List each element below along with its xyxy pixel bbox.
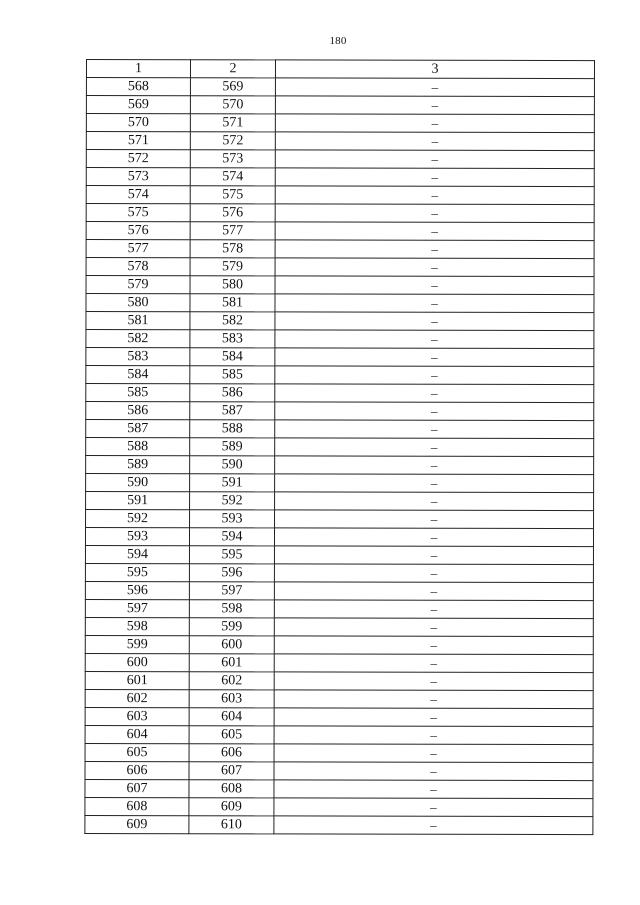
table-cell-col-2: 579	[190, 258, 275, 276]
table-row	[86, 420, 594, 439]
table-cell-col-1: 590	[86, 474, 190, 492]
table-cell-col-2: 594	[189, 528, 274, 546]
table-cell-col-2: 580	[190, 276, 275, 294]
table-cell-col-1: 592	[86, 510, 190, 528]
table-row	[86, 456, 594, 475]
table-cell-col-1: 583	[86, 348, 190, 366]
table-cell-col-1: 584	[86, 366, 190, 384]
table-cell-col-3: –	[275, 348, 594, 367]
table-cell-col-3: –	[274, 798, 593, 817]
table-cell-col-3: –	[274, 582, 593, 601]
table-row	[85, 707, 593, 726]
table-cell-col-2: 603	[189, 690, 274, 708]
table-cell-col-1: 604	[85, 725, 189, 743]
table-cell-col-2: 598	[189, 600, 274, 618]
table-cell-col-2: 581	[190, 294, 275, 312]
table-row	[86, 168, 594, 187]
table-cell-col-2: 602	[189, 672, 274, 690]
table-cell-col-1: 588	[86, 438, 190, 456]
table-row	[86, 384, 594, 403]
column-header-2: 2	[190, 60, 275, 78]
table-row	[86, 330, 594, 349]
table-cell-col-1: 600	[85, 653, 189, 671]
table-cell-col-1: 603	[85, 707, 189, 725]
table-cell-col-2: 590	[190, 456, 275, 474]
table-cell-col-2: 584	[190, 348, 275, 366]
table-cell-col-2: 608	[189, 780, 274, 798]
table-cell-col-3: –	[275, 312, 594, 331]
table-cell-col-2: 583	[190, 330, 275, 348]
table-cell-col-3: –	[275, 168, 594, 187]
table-cell-col-1: 568	[86, 78, 190, 96]
table-row	[85, 528, 593, 547]
table-row	[86, 402, 594, 421]
table-body	[85, 78, 595, 835]
table-cell-col-1: 581	[86, 312, 190, 330]
table-cell-col-2: 577	[190, 222, 275, 240]
table-cell-col-1: 591	[86, 492, 190, 510]
table-cell-col-2: 570	[190, 96, 275, 114]
table-cell-col-3: –	[274, 564, 593, 583]
table-cell-col-3: –	[275, 276, 594, 295]
table-row	[85, 599, 593, 618]
table-cell-col-1: 574	[86, 186, 190, 204]
table-cell-col-3: –	[275, 240, 594, 259]
table-cell-col-2: 606	[189, 744, 274, 762]
table-row	[86, 96, 594, 115]
table-cell-col-3: –	[275, 150, 594, 169]
table-cell-col-2: 589	[190, 438, 275, 456]
table-cell-col-3: –	[274, 654, 593, 673]
table-cell-col-3: –	[275, 204, 594, 223]
table-cell-col-1: 593	[85, 528, 189, 546]
table-row	[85, 617, 593, 636]
table-row	[85, 761, 593, 780]
table-row	[86, 258, 594, 277]
table-row	[86, 132, 594, 151]
table-cell-col-1: 601	[85, 671, 189, 689]
table-row	[85, 779, 593, 798]
table-row	[86, 150, 594, 169]
column-header-3: 3	[275, 60, 594, 79]
table-cell-col-2: 610	[189, 816, 274, 834]
table-cell-col-2: 575	[190, 186, 275, 204]
table-cell-col-2: 593	[190, 510, 275, 528]
table-cell-col-2: 578	[190, 240, 275, 258]
table-cell-col-2: 585	[190, 366, 275, 384]
table-cell-col-3: –	[275, 438, 594, 457]
table-cell-col-2: 609	[189, 798, 274, 816]
table-cell-col-3: –	[274, 528, 593, 547]
table-cell-col-2: 572	[190, 132, 275, 150]
table-cell-col-3: –	[275, 114, 594, 133]
table-cell-col-1: 609	[85, 815, 189, 833]
table-row	[86, 510, 594, 529]
table-row	[85, 635, 593, 654]
table-row	[85, 797, 593, 816]
table-cell-col-1: 578	[86, 258, 190, 276]
table-row	[86, 222, 594, 241]
table-cell-col-3: –	[274, 816, 593, 835]
table-cell-col-1: 585	[86, 384, 190, 402]
table-cell-col-2: 569	[190, 78, 275, 96]
table-cell-col-3: –	[275, 492, 594, 511]
table-cell-col-2: 573	[190, 150, 275, 168]
table-cell-col-3: –	[275, 294, 594, 313]
table-cell-col-1: 573	[86, 168, 190, 186]
column-header-1: 1	[86, 60, 190, 78]
table-row	[85, 743, 593, 762]
table-cell-col-2: 597	[189, 582, 274, 600]
table-cell-col-3: –	[275, 330, 594, 349]
table-cell-col-3: –	[274, 780, 593, 799]
table-row	[86, 240, 594, 259]
table-cell-col-2: 571	[190, 114, 275, 132]
table-row	[85, 671, 593, 690]
table-row	[86, 348, 594, 367]
table-row	[86, 186, 594, 205]
table-cell-col-1: 599	[85, 635, 189, 653]
table-row	[86, 114, 594, 133]
table-row	[85, 815, 593, 834]
table-cell-col-3: –	[275, 258, 594, 277]
table-row	[85, 725, 593, 744]
table-cell-col-3: –	[274, 762, 593, 781]
table-row	[86, 204, 594, 223]
table-row	[86, 474, 594, 493]
table-cell-col-2: 586	[190, 384, 275, 402]
table-cell-col-1: 602	[85, 689, 189, 707]
table-cell-col-1: 570	[86, 114, 190, 132]
table-cell-col-3: –	[275, 366, 594, 385]
table-cell-col-1: 605	[85, 743, 189, 761]
table-cell-col-3: –	[275, 420, 594, 439]
table-cell-col-3: –	[274, 546, 593, 565]
table-cell-col-1: 608	[85, 797, 189, 815]
table-cell-col-3: –	[275, 78, 594, 97]
table-cell-col-3: –	[275, 510, 594, 529]
table-cell-col-2: 599	[189, 618, 274, 636]
table-cell-col-2: 576	[190, 204, 275, 222]
table-cell-col-2: 605	[189, 726, 274, 744]
table-row	[85, 563, 593, 582]
table-cell-col-1: 577	[86, 240, 190, 258]
table-cell-col-3: –	[274, 672, 593, 691]
page-number: 180	[329, 35, 347, 47]
table-cell-col-1: 597	[85, 599, 189, 617]
table-row	[86, 276, 594, 295]
table-cell-col-3: –	[274, 744, 593, 763]
table-cell-col-1: 580	[86, 294, 190, 312]
table-cell-col-2: 582	[190, 312, 275, 330]
table-row	[86, 438, 594, 457]
table-row	[85, 546, 593, 565]
table-row	[85, 581, 593, 600]
table-cell-col-1: 576	[86, 222, 190, 240]
table-cell-col-3: –	[275, 402, 594, 421]
table-cell-col-3: –	[274, 726, 593, 745]
table-row	[85, 689, 593, 708]
table-cell-col-2: 587	[190, 402, 275, 420]
table-cell-col-3: –	[275, 384, 594, 403]
table-cell-col-2: 595	[189, 546, 274, 564]
table-cell-col-2: 591	[190, 474, 275, 492]
table-cell-col-1: 587	[86, 420, 190, 438]
table-row	[86, 312, 594, 331]
table-cell-col-2: 601	[189, 654, 274, 672]
table-cell-col-2: 588	[190, 420, 275, 438]
table-cell-col-3: –	[275, 474, 594, 493]
table-cell-col-3: –	[275, 132, 594, 151]
table-row	[86, 366, 594, 385]
table-cell-col-1: 595	[85, 563, 189, 581]
table-cell-col-1: 582	[86, 330, 190, 348]
table-cell-col-3: –	[274, 636, 593, 655]
table-cell-col-1: 598	[85, 617, 189, 635]
table-cell-col-2: 604	[189, 708, 274, 726]
table-row	[86, 78, 594, 97]
table-cell-col-1: 572	[86, 150, 190, 168]
table-cell-col-1: 606	[85, 761, 189, 779]
table-header-row	[86, 60, 594, 79]
table-cell-col-1: 569	[86, 96, 190, 114]
table-cell-col-3: –	[275, 456, 594, 475]
table-cell-col-2: 574	[190, 168, 275, 186]
table-cell-col-1: 589	[86, 456, 190, 474]
table-cell-col-1: 594	[85, 546, 189, 564]
table-cell-col-3: –	[275, 96, 594, 115]
table-cell-col-1: 579	[86, 276, 190, 294]
table-row	[85, 653, 593, 672]
table-cell-col-2: 600	[189, 636, 274, 654]
table-cell-col-3: –	[274, 600, 593, 619]
table-cell-col-3: –	[274, 618, 593, 637]
table-cell-col-2: 592	[190, 492, 275, 510]
table-cell-col-1: 571	[86, 132, 190, 150]
table-cell-col-1: 607	[85, 779, 189, 797]
table-row	[86, 294, 594, 313]
table-cell-col-3: –	[274, 690, 593, 709]
table-cell-col-3: –	[275, 186, 594, 205]
table-row	[86, 492, 594, 511]
table-cell-col-3: –	[275, 222, 594, 241]
table-cell-col-1: 596	[85, 581, 189, 599]
table-cell-col-1: 575	[86, 204, 190, 222]
table-cell-col-1: 586	[86, 402, 190, 420]
table-cell-col-3: –	[274, 708, 593, 727]
table-cell-col-2: 607	[189, 762, 274, 780]
data-table	[84, 59, 595, 835]
table-cell-col-2: 596	[189, 564, 274, 582]
